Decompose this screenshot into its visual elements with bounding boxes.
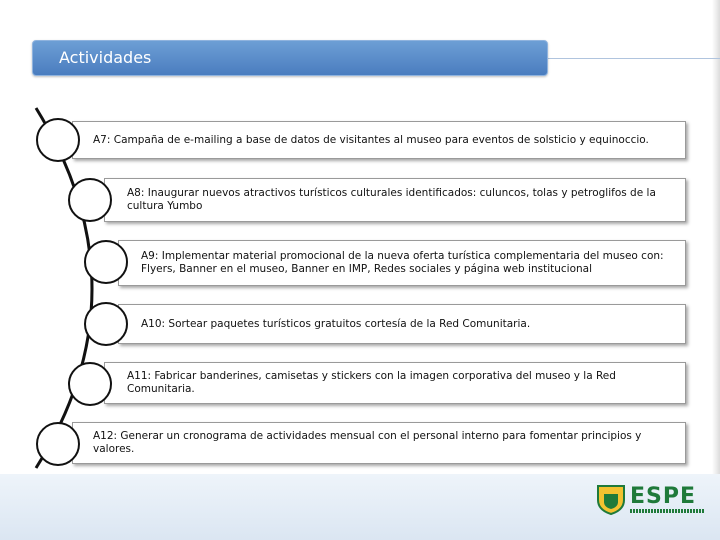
activity-text: A7: Campaña de e-mailing a base de datos de visitantes al museo para eventos de solsticio y equinoccio. <box>93 133 649 146</box>
shield-emblem-icon <box>594 482 628 516</box>
activity-item-a11 <box>104 362 686 404</box>
activity-text: A8: Inaugurar nuevos atractivos turísticos culturales identificados: culuncos, tolas y petroglifos de la cultura Yumbo <box>127 187 656 212</box>
timeline-node-circle <box>36 422 80 466</box>
timeline-node-circle <box>68 178 112 222</box>
activity-text: A11: Fabricar banderines, camisetas y stickers con la imagen corporativa del museo y la Red Comunitaria. <box>127 370 616 395</box>
activity-item-a7 <box>72 121 686 159</box>
activity-text: A9: Implementar material promocional de la nueva oferta turística complementaria del museo con: Flyers, Banner en el museo, Banner en IMP, Redes sociales y página web institucional <box>141 250 664 275</box>
timeline-node-circle <box>84 302 128 346</box>
logo-subtitle-lines <box>630 509 704 513</box>
page-title: Actividades <box>59 48 152 67</box>
activity-text: A10: Sortear paquetes turísticos gratuitos cortesía de la Red Comunitaria. <box>141 317 531 330</box>
activity-item-a10 <box>118 304 686 344</box>
activity-item-a8 <box>104 178 686 222</box>
logo-wordmark: ESPE <box>630 484 697 509</box>
activity-item-a12 <box>72 422 686 464</box>
activity-item-a9 <box>118 240 686 286</box>
timeline-node-circle <box>68 362 112 406</box>
activity-text: A12: Generar un cronograma de actividades mensual con el personal interno para fomentar principios y valores. <box>93 430 642 455</box>
espe-logo <box>594 482 706 516</box>
timeline-node-circle <box>36 118 80 162</box>
timeline-node-circle <box>84 240 128 284</box>
